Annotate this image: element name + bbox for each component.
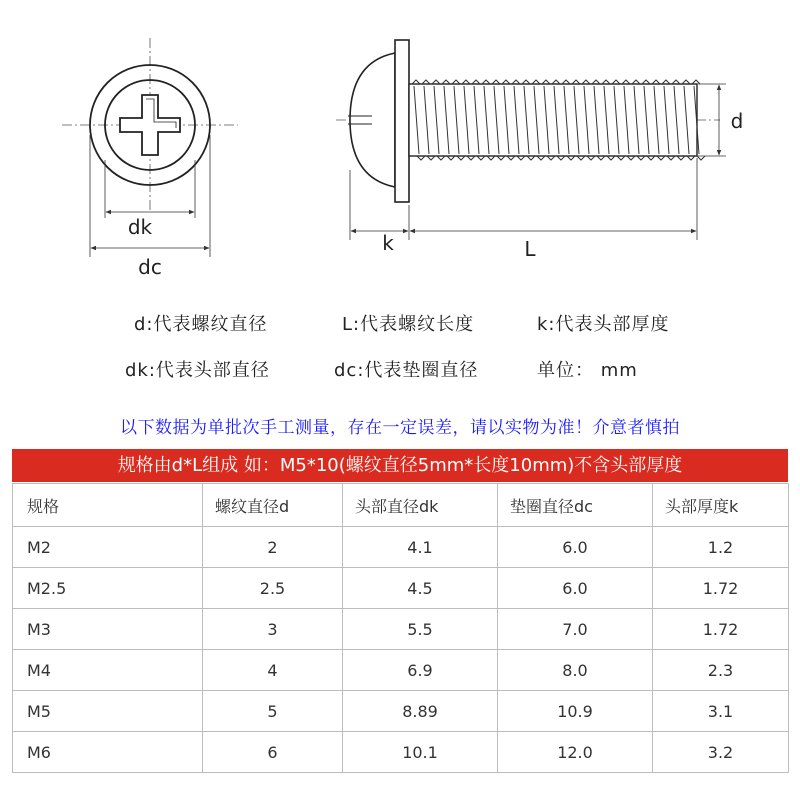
table-cell: M3 <box>13 609 203 650</box>
table-cell: M4 <box>13 650 203 691</box>
table-row <box>13 691 789 732</box>
dc-label: dc <box>138 255 162 279</box>
header-head-thickness: 头部厚度k <box>653 484 789 527</box>
table-cell: 8.0 <box>498 650 653 691</box>
table-cell: 6 <box>203 732 343 773</box>
table-cell: 4.1 <box>343 527 498 568</box>
table-row <box>13 609 789 650</box>
table-cell: M2.5 <box>13 568 203 609</box>
table-cell: 5.5 <box>343 609 498 650</box>
table-cell: 3.2 <box>653 732 789 773</box>
table-cell: 6.0 <box>498 527 653 568</box>
table-cell: 2.5 <box>203 568 343 609</box>
legend-unit: 单位： mm <box>537 360 638 381</box>
table-cell: 2.3 <box>653 650 789 691</box>
head-top-view <box>62 38 238 210</box>
legend-dc: dc:代表垫圈直径 <box>334 360 479 381</box>
screw-side-view <box>336 40 720 202</box>
header-washer-diameter: 垫圈直径dc <box>498 484 653 527</box>
legend-k: k:代表头部厚度 <box>537 314 670 335</box>
table-cell: 7.0 <box>498 609 653 650</box>
table-cell: 12.0 <box>498 732 653 773</box>
dk-label: dk <box>127 215 153 239</box>
L-label: L <box>524 237 536 261</box>
header-thread-diameter: 螺纹直径d <box>203 484 343 527</box>
spec-banner: 规格由d*L组成 如：M5*10(螺纹直径5mm*长度10mm)不含头部厚度 <box>12 449 788 482</box>
table-cell: M2 <box>13 527 203 568</box>
screw-head-profile <box>350 53 395 187</box>
table-cell: 3.1 <box>653 691 789 732</box>
table-cell: 6.9 <box>343 650 498 691</box>
legend-L: L:代表螺纹长度 <box>342 314 475 335</box>
header-head-diameter: 头部直径dk <box>343 484 498 527</box>
table-cell: 1.2 <box>653 527 789 568</box>
spec-table <box>12 483 789 773</box>
table-cell: M6 <box>13 732 203 773</box>
legend-d: d:代表螺纹直径 <box>134 314 268 335</box>
measurement-notice: 以下数据为单批次手工测量，存在一定误差，请以实物为准！介意者慎拍 <box>120 418 680 438</box>
table-cell: 10.9 <box>498 691 653 732</box>
legend-dk: dk:代表头部直径 <box>125 360 270 381</box>
table-cell: 3 <box>203 609 343 650</box>
thread-body <box>409 84 697 156</box>
L-dimension <box>410 158 697 240</box>
table-cell: 6.0 <box>498 568 653 609</box>
header-spec: 规格 <box>13 484 203 527</box>
k-label: k <box>382 231 394 255</box>
table-cell: 5 <box>203 691 343 732</box>
table-cell: 8.89 <box>343 691 498 732</box>
table-header-row <box>13 484 789 527</box>
table-cell: 4.5 <box>343 568 498 609</box>
d-label: d <box>730 109 744 133</box>
table-cell: 10.1 <box>343 732 498 773</box>
washer-flange <box>395 40 409 202</box>
phillips-cross-icon <box>120 95 180 155</box>
table-row <box>13 527 789 568</box>
table-cell: 2 <box>203 527 343 568</box>
table-row <box>13 732 789 773</box>
table-cell: M5 <box>13 691 203 732</box>
table-row <box>13 568 789 609</box>
table-cell: 4 <box>203 650 343 691</box>
table-row <box>13 650 789 691</box>
table-cell: 1.72 <box>653 568 789 609</box>
table-cell: 1.72 <box>653 609 789 650</box>
